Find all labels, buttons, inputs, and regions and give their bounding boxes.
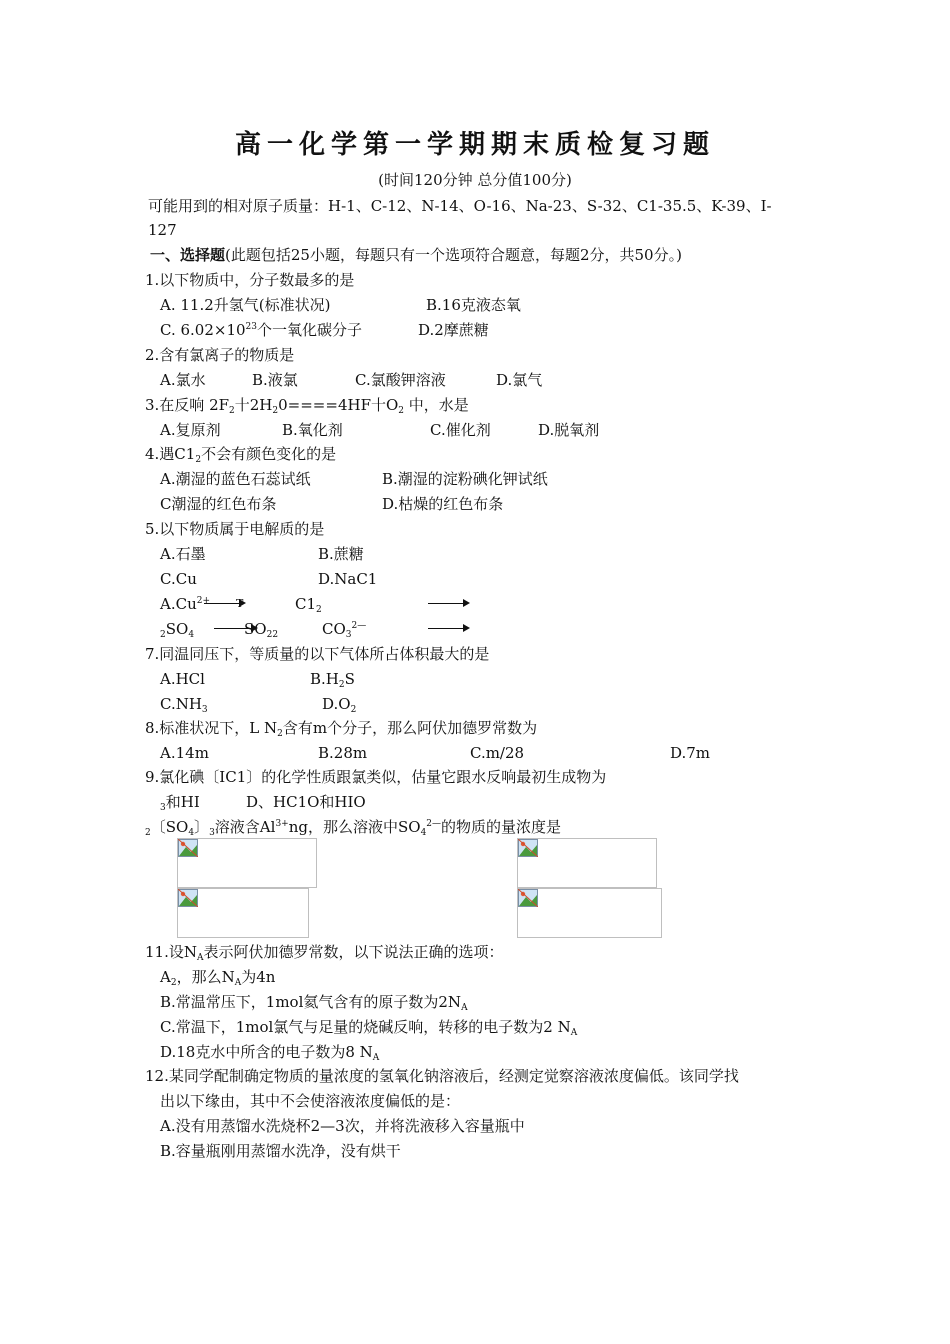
q6-cl-text: C1 — [295, 595, 317, 613]
q1-option-b: B.16克液态氧 — [426, 296, 521, 314]
q6-so2 — [244, 619, 278, 642]
q5-option-d: D.NaC1 — [318, 570, 378, 588]
q6-co3-charge: 2— — [351, 621, 367, 631]
q4-option-b: B.潮湿的淀粉碘化钾试纸 — [382, 470, 548, 488]
page-title: 高一化学第一学期期末质检复习题 — [234, 130, 715, 160]
q11-a-sub: 2 — [170, 978, 177, 988]
q6-so2-sub: 2 — [266, 630, 273, 640]
q11-d-text: D.18克水中所含的电子数为8 N — [160, 1043, 373, 1061]
question-3-stem — [145, 395, 469, 418]
atomic-mass-line: 可能用到的相对原子质量：H-1、C-12、N-14、O-16、Na-23、S-32、C1-35.5、K-39、I- — [148, 197, 772, 215]
q6-cl-sub: 2 — [316, 605, 322, 615]
q11-c-sub: A — [570, 1028, 578, 1038]
question-7-stem: 7.同温同压下，等质量的以下气体所占体积最大的是 — [145, 645, 490, 663]
q10-text-2: 〕 — [194, 818, 210, 836]
q6-so4-text: SO — [165, 620, 189, 638]
q1-c-text-2: 个一氧化碳分子 — [257, 321, 363, 339]
q6-so2-text: SO — [244, 620, 267, 638]
q10-sub-0: 2 — [145, 828, 151, 838]
q9-option-c: 和HI — [165, 793, 200, 811]
q7-option-a: A.HCl — [160, 670, 205, 688]
q8-option-b: B.28m — [318, 744, 368, 762]
question-11-stem — [145, 942, 504, 965]
q1-option-a: A. 11.2升氢气(标准状况) — [160, 296, 331, 314]
q11-b-sub: A — [461, 1003, 468, 1013]
q1-c-text: C. 6.02×10 — [160, 321, 246, 339]
q9-option-d: D、HC1O和HIO — [246, 793, 366, 811]
q6-cl2 — [295, 594, 322, 617]
q4-option-d: D.枯燥的红色布条 — [382, 495, 504, 513]
q10-sub-1: 4 — [188, 828, 195, 838]
question-8-stem — [145, 718, 537, 741]
q3-sub-2: 2 — [272, 406, 279, 416]
q11-text-1: 11.设N — [145, 943, 197, 961]
q7-c-text: C.NH — [160, 695, 202, 713]
q3-text-1: 3.在反响 2F — [145, 396, 230, 414]
q2-option-d: D.氯气 — [496, 371, 543, 389]
question-5-stem: 5.以下物质属于电解质的是 — [145, 520, 325, 538]
q10-text-3: 溶液含Al — [214, 818, 276, 836]
q2-option-a: A.氯水 — [160, 371, 206, 389]
q1-option-c — [160, 320, 362, 343]
q10-option-a-image — [177, 838, 317, 888]
q10-option-b-image — [517, 838, 657, 888]
q3-option-b: B.氧化剂 — [282, 421, 343, 439]
q11-a-text: A — [160, 968, 171, 986]
broken-image-icon — [518, 889, 538, 907]
section-note: (此题包括25小题，每题只有一个选项符合题意，每题2分，共50分。) — [225, 246, 682, 264]
question-12-stem: 12.某同学配制确定物质的量浓度的氢氧化钠溶液后，经测定觉察溶液浓度偏低。该同学找 — [145, 1067, 739, 1085]
q7-option-d — [322, 694, 356, 717]
q11-b-text: B.常温常压下，1mol氦气含有的原子数为2N — [160, 993, 462, 1011]
q10-sub-3: 4 — [420, 828, 427, 838]
q3-option-a: A.复原剂 — [160, 421, 221, 439]
q11-a-sub-2: A — [234, 978, 242, 988]
q6-a-charge: 2+ — [196, 596, 211, 606]
q1-option-d: D.2摩蔗糖 — [418, 321, 489, 339]
q4-sub-1: 2 — [195, 455, 202, 465]
q10-sup-1: 3+ — [275, 819, 289, 829]
broken-image-icon — [178, 889, 198, 907]
q6-so4 — [160, 619, 194, 642]
q7-b-text-2: S — [344, 670, 355, 688]
q11-a-text-3: 为4n — [241, 968, 276, 986]
q5-option-b: B.蔗糖 — [318, 545, 364, 563]
q2-option-b: B.液氯 — [252, 371, 298, 389]
q11-option-d — [160, 1042, 379, 1065]
question-9-stem: 9.氯化碘〔IC1〕的化学性质跟氯类似，估量它跟水反响最初生成物为 — [145, 768, 607, 786]
q8-text-2: 含有m个分子，那么阿伏加德罗常数为 — [282, 719, 538, 737]
q3-sub-1: 2 — [229, 406, 235, 416]
q7-option-c — [160, 694, 208, 717]
q3-option-c: C.催化剂 — [430, 421, 491, 439]
q7-d-text: D.O — [322, 695, 351, 713]
q6-co3-text: CO — [322, 620, 346, 638]
q5-option-c: C.Cu — [160, 570, 197, 588]
q6-so4-sub: 4 — [188, 630, 195, 640]
q3-option-d: D.脱氧剂 — [538, 421, 600, 439]
q6-a-text: A.Cu — [160, 595, 197, 613]
atomic-mass-line-cont: 127 — [148, 221, 177, 239]
broken-image-icon — [518, 839, 538, 857]
q7-b-text: B.H — [310, 670, 339, 688]
q6-so2-sub-2: 2 — [272, 630, 279, 640]
q6-arrow-2 — [428, 603, 468, 604]
q4-text-2: 不会有颜色变化的是 — [201, 445, 337, 463]
q7-option-b — [310, 669, 355, 692]
q10-sup-2: 2— — [426, 819, 442, 829]
q11-c-text: C.常温下，1mol氯气与足量的烧碱反响，转移的电子数为2 N — [160, 1018, 571, 1036]
q8-sub-1: 2 — [277, 729, 283, 739]
q12-option-b: B.容量瓶刚用蒸馏水洗净，没有烘干 — [160, 1142, 401, 1160]
q2-option-c: C.氯酸钾溶液 — [355, 371, 446, 389]
q11-d-sub: A — [372, 1053, 380, 1063]
q6-co3 — [322, 619, 366, 642]
question-12-stem-cont: 出以下缘由，其中不会使溶液浓度偏低的是： — [160, 1092, 461, 1110]
q11-option-a — [160, 967, 275, 990]
q10-option-d-image — [517, 888, 662, 938]
q8-option-c: C.m/28 — [470, 744, 525, 762]
q10-option-c-image — [177, 888, 309, 938]
q10-sub-2: 3 — [209, 828, 215, 838]
q5-option-a: A.石墨 — [160, 545, 206, 563]
q10-text-1: 〔SO — [150, 818, 189, 836]
q11-option-b — [160, 992, 468, 1015]
q4-option-a: A.潮湿的蓝色石蕊试纸 — [160, 470, 311, 488]
q6-co3-sub: 3 — [345, 630, 352, 640]
q4-text-1: 4.遇C1 — [145, 445, 196, 463]
q12-option-a: A.没有用蒸馏水洗烧杯2—3次，并将洗液移入容量瓶中 — [160, 1117, 525, 1135]
q8-option-d: D.7m — [670, 744, 711, 762]
q11-option-c — [160, 1017, 577, 1040]
subtitle: (时间120分钟 总分值100分) — [378, 171, 572, 189]
q3-text-3: 0====4HF十O — [278, 396, 399, 414]
section-title: 一、选择题 — [150, 246, 226, 264]
q8-option-a: A.14m — [160, 744, 209, 762]
q6-t-char: T — [236, 597, 244, 610]
question-10-stem — [145, 817, 561, 840]
q6-option-a — [160, 594, 210, 617]
q1-c-exponent: 23 — [245, 322, 257, 332]
q6-so4-pre-sub: 2 — [160, 630, 166, 640]
q4-option-c: C潮湿的红色布条 — [160, 495, 277, 513]
q7-b-sub: 2 — [338, 680, 345, 690]
question-1-stem: 1.以下物质中，分子数最多的是 — [145, 271, 355, 289]
q9-options — [160, 792, 200, 815]
q6-arrow-4 — [428, 628, 468, 629]
q7-d-sub: 2 — [350, 705, 357, 715]
section-heading — [150, 245, 682, 265]
question-4-stem — [145, 444, 336, 467]
q11-sub-1: A — [196, 953, 204, 963]
q10-text-5: 的物质的量浓度是 — [441, 818, 562, 836]
broken-image-icon — [178, 839, 198, 857]
q3-text-2: 十2H — [234, 396, 273, 414]
question-2-stem: 2.含有氯离子的物质是 — [145, 346, 295, 364]
q9-sub: 3 — [160, 803, 166, 813]
q11-a-text-2: ，那么N — [176, 968, 235, 986]
q11-text-2: 表示阿伏加德罗常数，以下说法正确的选项： — [203, 943, 504, 961]
q3-text-4: 中，水是 — [404, 396, 469, 414]
q3-sub-3: 2 — [398, 406, 405, 416]
q8-text-1: 8.标准状况下，L N — [145, 719, 278, 737]
q10-text-4: ng，那么溶液中SO — [288, 818, 421, 836]
q7-c-sub: 3 — [201, 705, 208, 715]
